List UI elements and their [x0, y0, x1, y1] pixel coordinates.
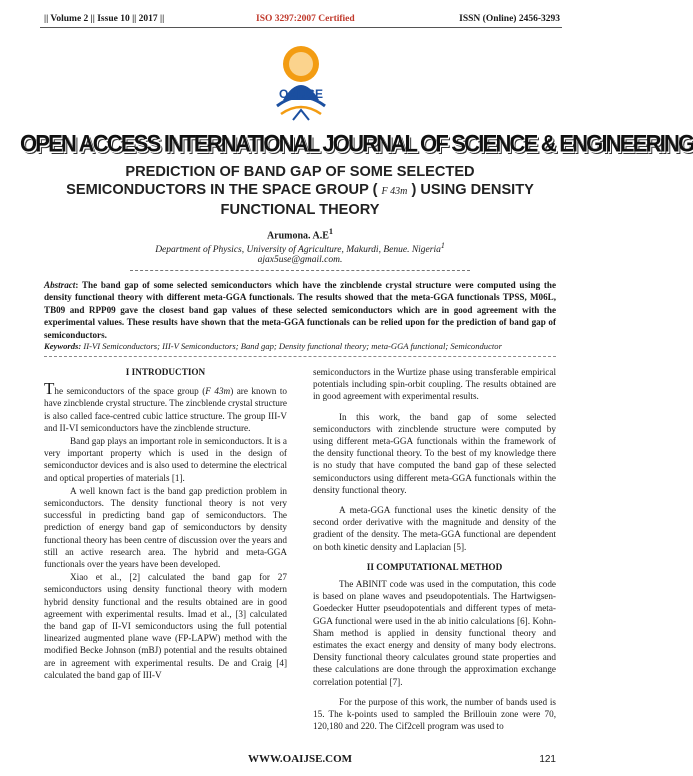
drop-cap: T	[44, 379, 55, 399]
keywords	[44, 341, 556, 352]
paragraph: A meta-GGA functional uses the kinetic density of the second order derivative with the magnitude and density of the gradient of the density. The meta-GGA functional are dependent on both kinetic density and Laplacian [5].	[313, 505, 556, 552]
space-group-symbol: F 43m	[381, 186, 408, 197]
logo-text: OAIJSE	[278, 87, 323, 101]
paragraph: Xiao et al., [2] calculated the band gap for 27 semiconductors using density functional theory with modern hybrid density functional and the results obtained are in good agreement with experimental results. Imad et al., [3] calculated the band gap of II-VI semiconductors using the full potential linearized augmented plane wave (FP-LAPW) method with the modified Becke Johnson (mBJ) potential and the results obtained are in agreement with experimental results. De and Craig [4] calculated the band gap of III-V	[44, 572, 287, 680]
author-name-text: Arumona. A.E	[266, 230, 329, 242]
title-line-2-start: SEMICONDUCTORS IN THE SPACE GROUP (	[66, 182, 378, 198]
header-volume-info: || Volume 2 || Issue 10 || 2017 ||	[44, 14, 165, 24]
paragraph: Band gap plays an important role in semiconductors. It is a very important property which is used in the design of semiconductor devices and is also used to determine the electrical and optical properties of materials [1].	[44, 436, 287, 483]
abstract-label: Abstract	[44, 280, 76, 290]
affiliation-superscript: 1	[440, 241, 445, 250]
header-issn: ISSN (Online) 2456-3293	[459, 14, 560, 24]
header-rule	[40, 27, 562, 28]
logo-emblem-icon	[271, 40, 331, 126]
paragraph	[44, 379, 288, 434]
left-column	[44, 366, 287, 682]
title-line-2	[60, 181, 540, 201]
author-email: ajax5use@gmail.com.	[257, 255, 343, 265]
title-line-2-end: ) USING DENSITY	[411, 182, 534, 198]
footer-website: WWW.OAIJSE.COM	[247, 753, 353, 765]
author-superscript: 1	[328, 227, 334, 236]
section-heading-introduction: I INTRODUCTION	[125, 367, 206, 377]
author-name	[0, 227, 600, 241]
section-heading-computational-method: II COMPUTATIONAL METHOD	[366, 561, 503, 572]
page-number: 121	[539, 754, 556, 765]
title-line-3: FUNCTIONAL THEORY	[220, 202, 380, 218]
paragraph-text: ) are known to have zincblende crystal structure. The zincblende crystal structure is also called face-centred cubic lattice structure. The group III-V and II-VI semiconductors have the zincblende structure.	[44, 386, 288, 433]
header-iso-certification: ISO 3297:2007 Certified	[256, 14, 355, 24]
separator-line	[130, 270, 470, 271]
abstract-text: : The band gap of some selected semiconductors which have the zincblende crystal structure were computed using the density functional theory with different meta-GGA functionals. The results showed that the meta-GGA functionals TPSS, M06L, TB09 and RPP09 gave the closest band gap values of these selected semiconductors which are in good agreement with the experimental values. These results have shown that the meta-GGA functionals can be relied upon for the prediction of band gap of semiconductors.	[44, 280, 556, 340]
keywords-label: Keywords:	[44, 341, 82, 351]
paragraph: semiconductors in the Wurtize phase using transferable empirical potentials including spin-orbit coupling. The results obtained are in good agreement with experimental results.	[313, 367, 556, 402]
author-affiliation	[0, 241, 600, 255]
separator-line	[44, 356, 556, 357]
paragraph-text: he semiconductors of the space group (	[54, 386, 206, 397]
journal-name: OPEN ACCESS INTERNATIONAL JOURNAL OF SCIENCE & ENGINEERING	[20, 129, 693, 158]
keywords-text: II-VI Semiconductors; III-V Semiconductors; Band gap; Density functional theory; meta-GGA functional; Semiconductor	[81, 341, 502, 351]
paragraph: The ABINIT code was used in the computation, this code is based on plane waves and pseudopotentials. The Hartwigsen-Goedecker Hutter pseudopotentials and different types of meta-GGA functional were used in the ab initio calculations [6]. Kohn-Sham method is applied in density functional theory and estimates the exact energy and density of many body electrons. Density functional theory calculates ground state properties and these calculations are done through the approximation exchange correlation potential [7].	[313, 579, 556, 687]
right-column	[313, 366, 556, 733]
paragraph: A well known fact is the band gap prediction problem in semiconductors. The density functional theory is not very successful in predicting band gap of semiconductors. The prediction of energy band gap of semiconductors by density functional theory has been centre of discussion over the years and still an active research area. The hybrid and meta-GGA functionals over the years have been developed.	[44, 485, 287, 570]
paper-title	[60, 163, 540, 219]
title-line-1: PREDICTION OF BAND GAP OF SOME SELECTED	[125, 164, 475, 180]
affiliation-text: Department of Physics, University of Agriculture, Makurdi, Benue. Nigeria	[155, 245, 441, 256]
paragraph: In this work, the band gap of some selected semiconductors with zincblende structure were computed by using different meta-GGA functionals within the framework of the density functional theory. To the best of my knowledge there is no study that have computed the band gap of these selected semiconductors using different meta-GGA functionals within the density functional theory.	[313, 411, 556, 495]
space-group-symbol: F 43m	[205, 386, 231, 397]
abstract	[44, 279, 556, 341]
journal-logo	[271, 40, 331, 126]
paragraph: For the purpose of this work, the number of bands used is 15. The k-points used to sampled the Brillouin zone were 70, 120,180 and 220. The Cif2cell program was used to	[313, 696, 556, 732]
